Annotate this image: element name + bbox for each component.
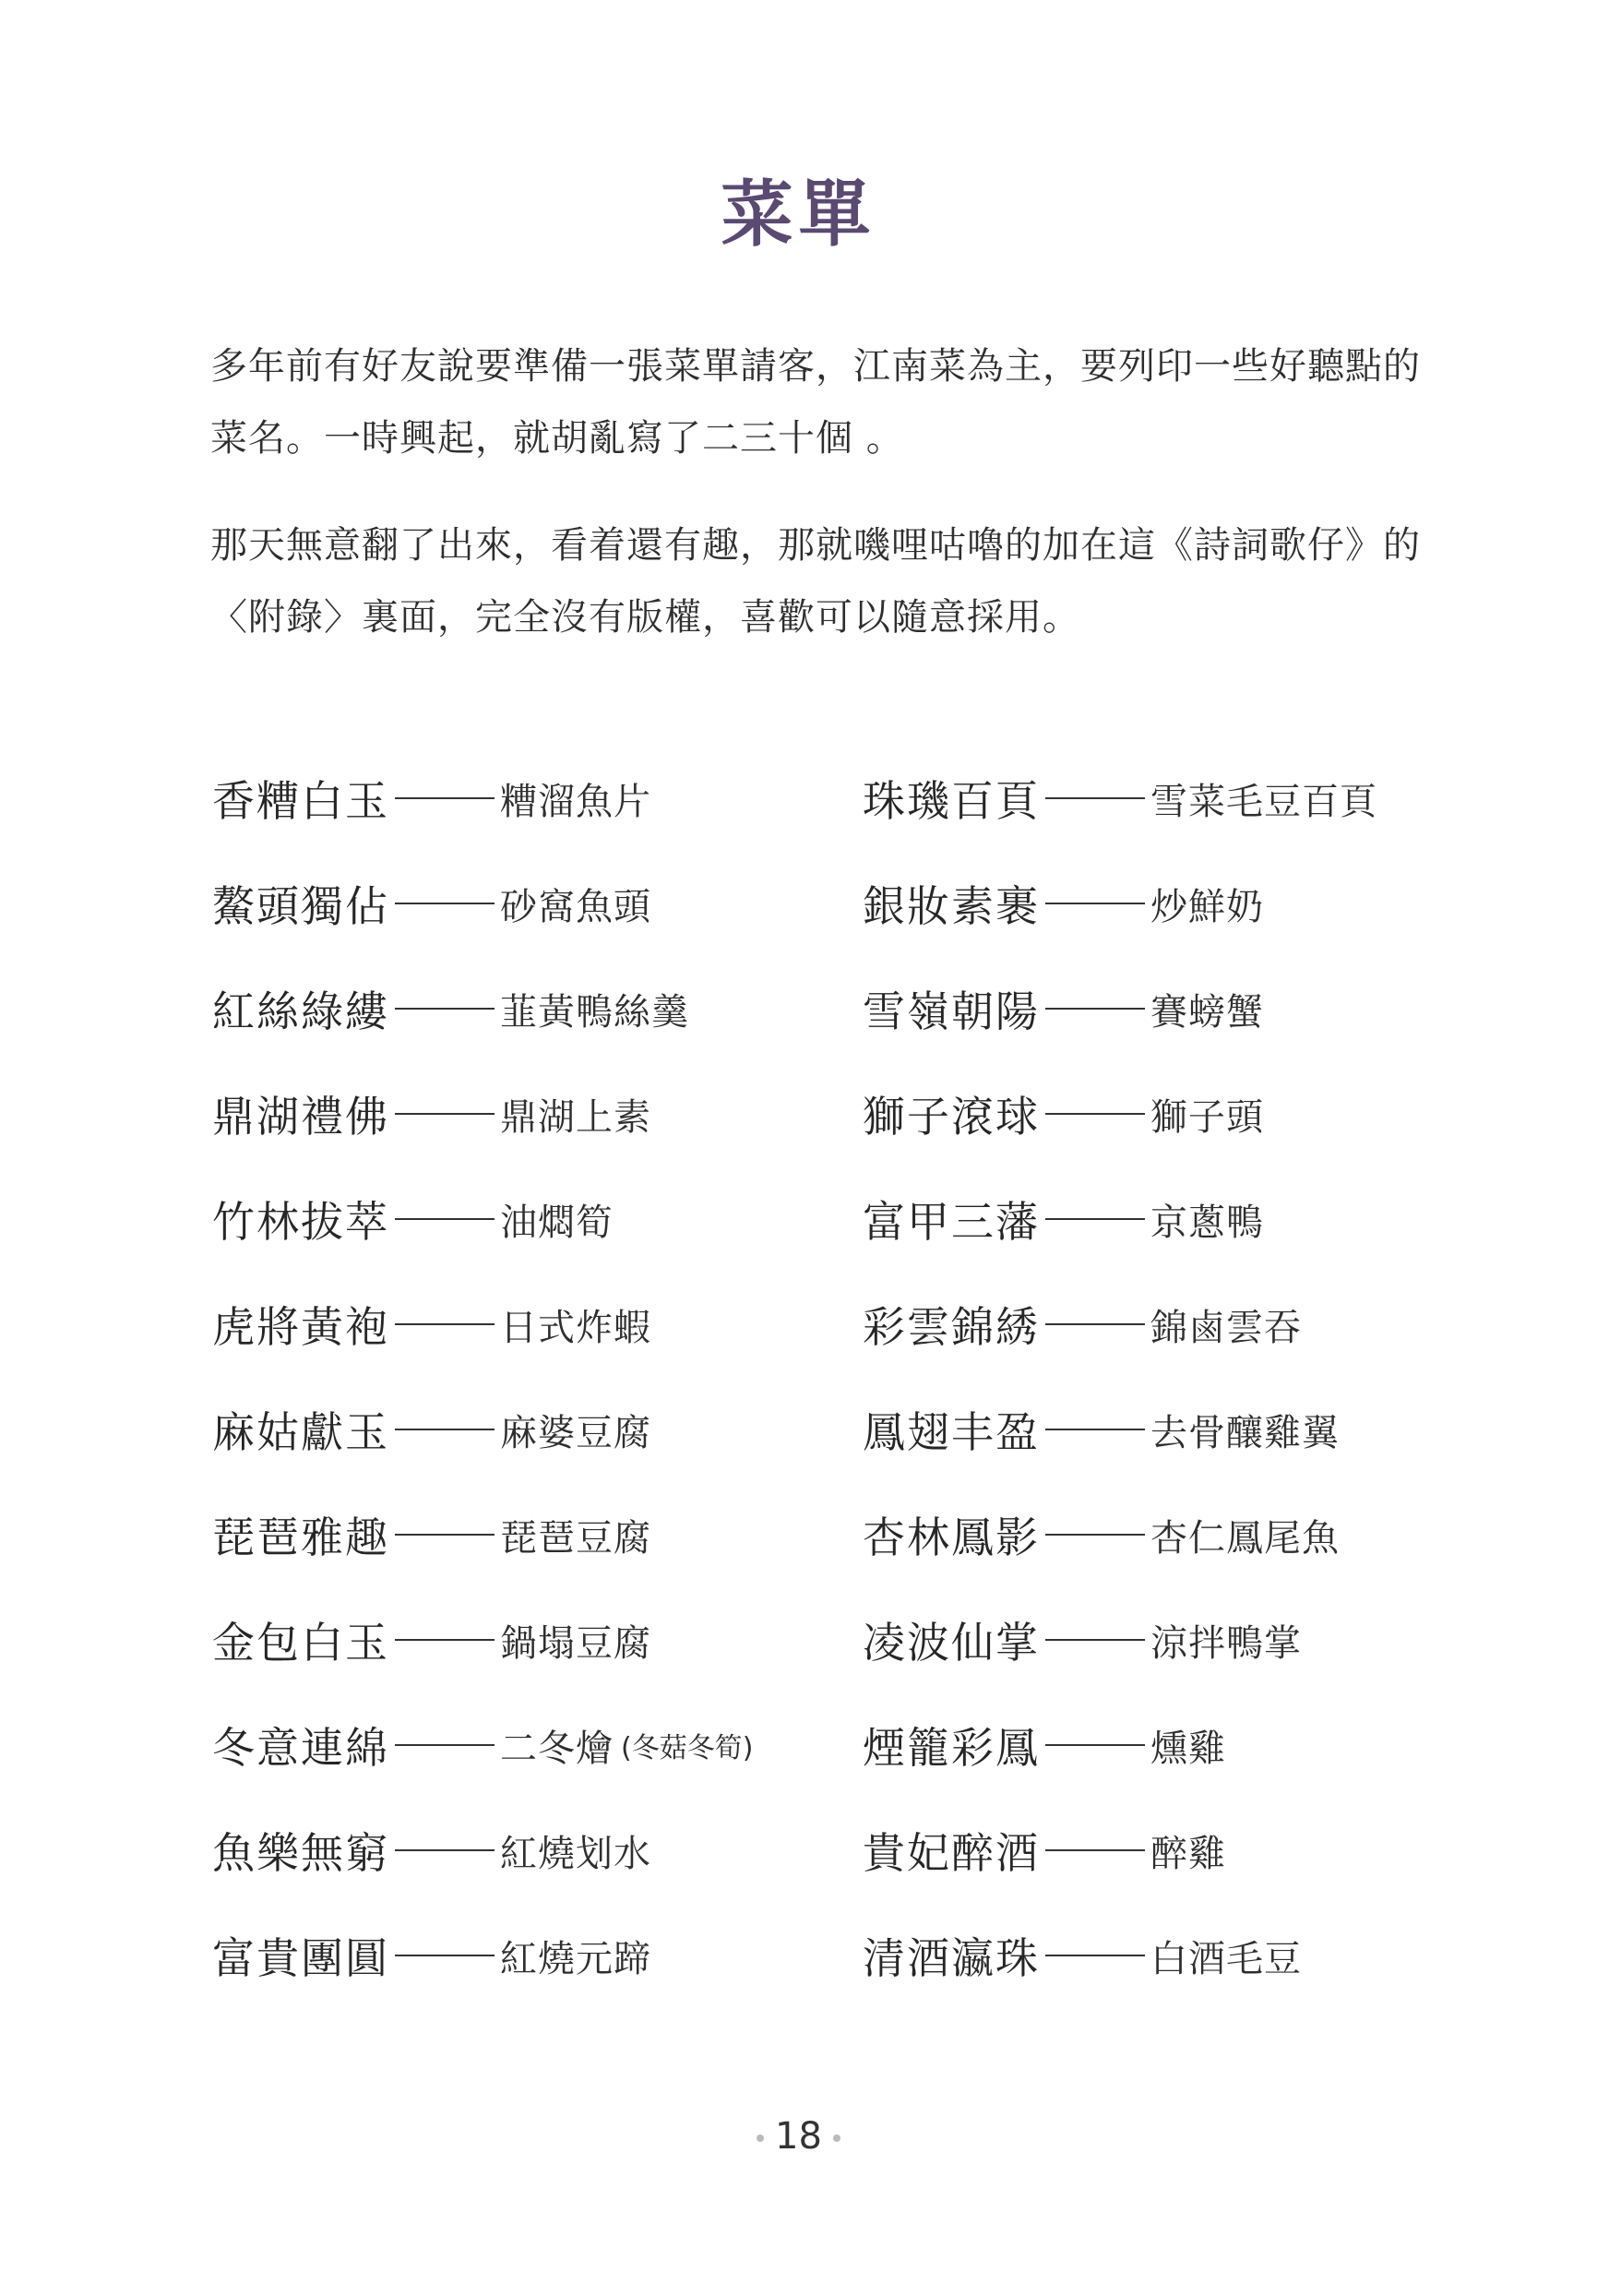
dish-actual-name: 麻婆豆腐 (500, 1411, 651, 1454)
dish-actual-name: 錦鹵雲吞 (1150, 1306, 1302, 1349)
dash-separator (395, 1323, 495, 1325)
menu-item (863, 1272, 1377, 1377)
dish-actual-name: 燻雞 (1150, 1727, 1226, 1770)
dish-poetic-name: 香糟白玉 (212, 776, 389, 826)
menu-item (863, 1692, 1377, 1798)
dish-poetic-name: 凌波仙掌 (863, 1618, 1040, 1668)
menu-item (212, 956, 753, 1061)
dish-actual-name: 鼎湖上素 (500, 1095, 651, 1139)
dash-separator (395, 797, 495, 799)
dash-separator (395, 1744, 495, 1746)
intro-paragraph-1: 多年前有好友說要準備一張菜單請客，江南菜為主，要列印一些好聽點的菜名。一時興起，就胡亂寫了二三十個 。 (210, 345, 1421, 460)
dash-separator (395, 903, 495, 904)
dish-poetic-name: 虎將黃袍 (212, 1302, 389, 1352)
intro-paragraph-2: 那天無意翻了出來，看着還有趣，那就嘰哩咕嚕的加在這《詩詞歌仔》的〈附錄〉裏面，完全沒有版權，喜歡可以隨意採用。 (210, 524, 1421, 639)
dish-poetic-name: 麻姑獻玉 (212, 1407, 389, 1457)
dish-actual-name: 炒鮮奶 (1150, 885, 1264, 928)
dish-actual-name: 獅子頭 (1150, 1095, 1264, 1139)
dish-poetic-name: 雪嶺朝陽 (863, 987, 1040, 1036)
menu-item (212, 1061, 753, 1166)
dash-separator (1045, 797, 1145, 799)
dish-poetic-name: 獅子滾球 (863, 1092, 1040, 1142)
menu-item (863, 1798, 1377, 1903)
dash-separator (1045, 1534, 1145, 1536)
dish-poetic-name: 鼎湖禮佛 (212, 1092, 389, 1142)
dish-actual-name: 二冬燴 (500, 1727, 614, 1770)
dash-separator (1045, 1429, 1145, 1430)
dash-separator (1045, 1639, 1145, 1641)
menu-item (863, 851, 1377, 956)
dash-separator (395, 1113, 495, 1115)
menu-item (212, 1903, 753, 2008)
dash-separator (1045, 1008, 1145, 1010)
dish-actual-name: 白酒毛豆 (1150, 1937, 1302, 1980)
dash-separator (1045, 1218, 1145, 1220)
menu-item (863, 746, 1377, 851)
page-number-footer (0, 2115, 1597, 2158)
menu-item (863, 1587, 1377, 1692)
page-title: 菜單 (721, 173, 876, 257)
dash-separator (1045, 1113, 1145, 1115)
dish-actual-name: 糟溜魚片 (500, 780, 651, 823)
dish-actual-name: 琵琶豆腐 (500, 1516, 651, 1560)
dish-poetic-name: 金包白玉 (212, 1618, 389, 1668)
dash-separator (395, 1955, 495, 1956)
dash-separator (1045, 1744, 1145, 1746)
page-number: 18 (775, 2115, 822, 2158)
menu-item (863, 1377, 1377, 1482)
dish-poetic-name: 魚樂無窮 (212, 1828, 389, 1878)
dish-poetic-name: 紅絲綠縷 (212, 987, 389, 1036)
dish-actual-name: 涼拌鴨掌 (1150, 1621, 1302, 1665)
dish-actual-name: 京蔥鴨 (1150, 1201, 1264, 1244)
dish-poetic-name: 銀妝素裹 (863, 881, 1040, 931)
dot-ornament-right (833, 2135, 840, 2142)
menu-item (212, 1272, 753, 1377)
dash-separator (395, 1429, 495, 1430)
dash-separator (395, 1639, 495, 1641)
dash-separator (395, 1218, 495, 1220)
menu-item (212, 1482, 753, 1587)
dish-actual-name: 紅燒元蹄 (500, 1937, 651, 1980)
dish-actual-name: 韮黃鴨絲羹 (500, 990, 689, 1034)
menu-item (212, 1692, 753, 1798)
dish-poetic-name: 富貴團圓 (212, 1933, 389, 1983)
menu-item (863, 1903, 1377, 2008)
dash-separator (395, 1008, 495, 1010)
menu-item (212, 1166, 753, 1272)
dish-actual-name: 賽螃蟹 (1150, 990, 1264, 1034)
dish-poetic-name: 冬意連綿 (212, 1723, 389, 1773)
menu-item (863, 1061, 1377, 1166)
dish-actual-name: 日式炸蝦 (500, 1306, 651, 1349)
dash-separator (1045, 1323, 1145, 1325)
menu-item (212, 1798, 753, 1903)
dish-actual-name: 紅燒划水 (500, 1832, 651, 1875)
dish-poetic-name: 鳳翅丰盈 (863, 1407, 1040, 1457)
menu-item (863, 1166, 1377, 1272)
dash-separator (395, 1849, 495, 1851)
dish-poetic-name: 杏林鳳影 (863, 1513, 1040, 1562)
menu-item (212, 1377, 753, 1482)
dish-poetic-name: 琵琶雅趣 (212, 1513, 389, 1562)
menu-item (212, 851, 753, 956)
dish-actual-name: 油燜筍 (500, 1201, 614, 1244)
dot-ornament-left (757, 2135, 764, 2142)
dish-poetic-name: 煙籠彩鳳 (863, 1723, 1040, 1773)
menu-item (212, 746, 753, 851)
dish-actual-name: 雪菜毛豆百頁 (1150, 780, 1377, 823)
dish-poetic-name: 富甲三藩 (863, 1197, 1040, 1247)
dish-poetic-name: 鰲頭獨佔 (212, 881, 389, 931)
dish-poetic-name: 貴妃醉酒 (863, 1828, 1040, 1878)
menu-item (863, 956, 1377, 1061)
dish-actual-name: 去骨釀雞翼 (1150, 1411, 1340, 1454)
dish-note: (冬菇冬筍) (621, 1732, 754, 1764)
dish-poetic-name: 珠璣百頁 (863, 776, 1040, 826)
dish-poetic-name: 彩雲錦綉 (863, 1302, 1040, 1352)
dash-separator (1045, 1849, 1145, 1851)
dish-poetic-name: 清酒瀛珠 (863, 1933, 1040, 1983)
dash-separator (395, 1534, 495, 1536)
dish-actual-name: 杏仁鳳尾魚 (1150, 1516, 1340, 1560)
menu-item (212, 1587, 753, 1692)
dish-actual-name: 鍋塌豆腐 (500, 1621, 651, 1665)
dish-actual-name: 砂窩魚頭 (500, 885, 651, 928)
dash-separator (1045, 1955, 1145, 1956)
dash-separator (1045, 903, 1145, 904)
menu-column-left (212, 746, 753, 2008)
dish-actual-name: 醉雞 (1150, 1832, 1226, 1875)
menu-column-right (863, 746, 1377, 2008)
dish-poetic-name: 竹林拔萃 (212, 1197, 389, 1247)
menu-item (863, 1482, 1377, 1587)
